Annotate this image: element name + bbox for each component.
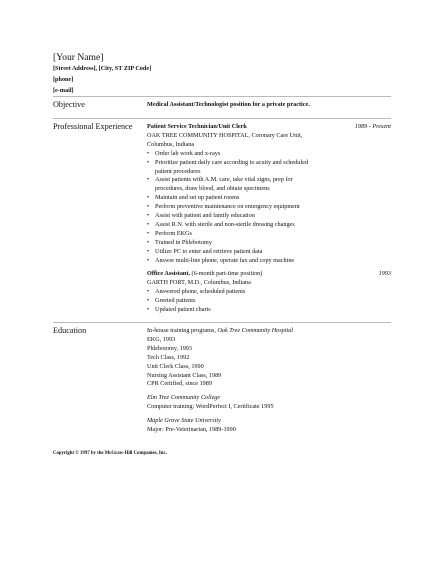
list-item: EKG, 1993 <box>147 335 176 343</box>
list-item: Nursing Assistant Class, 1989 <box>147 371 222 379</box>
objective-text: Medical Assistant/Technologist position for a private practice. <box>147 101 310 108</box>
list-item: • Assist patients with A.M. care, take vital signs, prep for procedures, draw blood, and obtain specimens <box>155 176 391 194</box>
job-2-employer: GARTH FORT, M.D., Columbus, Indiana <box>147 278 251 286</box>
job-1-date: 1989 - Present <box>354 123 391 130</box>
job-1-duties <box>147 150 391 266</box>
list-item: Unit Clerk Class, 1990 <box>147 362 204 370</box>
list-item: • Assist with patient and family education <box>155 212 391 221</box>
list-item: • Greeted patients <box>155 297 391 306</box>
job-2-role: Office Assistant, <box>147 270 190 277</box>
list-item: CPR Certified, since 1989 <box>147 380 212 388</box>
objective-title: Objective <box>53 100 85 109</box>
resume-header <box>53 52 151 96</box>
applicant-name: [Your Name] <box>53 52 104 63</box>
list-item: Tech Class, 1992 <box>147 353 190 361</box>
job-2-duties <box>147 288 391 315</box>
college-1-detail: Computer training: WordPerfect I, Certificate 1995 <box>147 403 274 411</box>
list-item: • Answer multi-line phone, operate fax and copy machine <box>155 257 391 266</box>
education-title: Education <box>53 326 87 335</box>
list-item: Phlebotomy, 1993 <box>147 344 192 352</box>
copyright-notice: Copyright © 1997 by the McGraw-Hill Companies, Inc. <box>53 451 167 456</box>
job-1-employer: OAK TREE COMMUNITY HOSPITAL, Coronary Care Unit, <box>147 131 303 139</box>
street-address: [Street Address], [City, ST ZIP Code] <box>53 65 152 72</box>
job-1-role: Patient Service Technician/Unit Clerk <box>147 123 247 130</box>
list-item: • Trained in Phlebotomy <box>155 239 391 248</box>
phone: [phone] <box>53 75 74 83</box>
list-item: • Answered phone, scheduled patients <box>155 288 391 297</box>
list-item: • Perform EKGs <box>155 230 391 239</box>
education-programs <box>147 327 391 389</box>
experience-title: Professional Experience <box>53 122 133 131</box>
list-item: • Utilize PC to enter and retrieve patient data <box>155 248 391 257</box>
college-1-name: Elm Tree Community College <box>147 394 221 402</box>
list-item: • Assist R.N. with sterile and non-sterile dressing changes <box>155 221 391 230</box>
college-2-detail: Major: Pre-Veterinarian, 1989-1990 <box>147 426 236 434</box>
list-item: • Prioritize patient daily care according to acuity and scheduled patient procedures <box>155 159 391 177</box>
list-item: • Perform preventive maintenance on emergency equipment <box>155 203 391 212</box>
list-item: • Order lab work and x-rays <box>155 150 391 159</box>
list-item: • Updated patient charts <box>155 306 391 315</box>
job-2-role-note: (6-month part-time position) <box>189 270 263 277</box>
email: [e-mail] <box>53 86 74 94</box>
education-body <box>147 327 391 440</box>
objective-section <box>53 96 391 117</box>
experience-section <box>53 118 391 319</box>
job-2 <box>147 270 391 315</box>
program-school: Oak Tree Community Hospital <box>217 327 294 334</box>
job-1 <box>147 123 391 266</box>
list-item: • Maintain and set up patient rooms <box>155 194 391 203</box>
education-section <box>53 322 391 443</box>
education-college-1 <box>147 394 391 412</box>
job-1-location: Columbus, Indiana <box>147 140 195 148</box>
education-college-2 <box>147 417 391 435</box>
program-prefix: In-house training programs, <box>147 327 218 334</box>
job-2-date: 1993 <box>378 270 391 277</box>
college-2-name: Maple Grove State University <box>147 417 221 425</box>
